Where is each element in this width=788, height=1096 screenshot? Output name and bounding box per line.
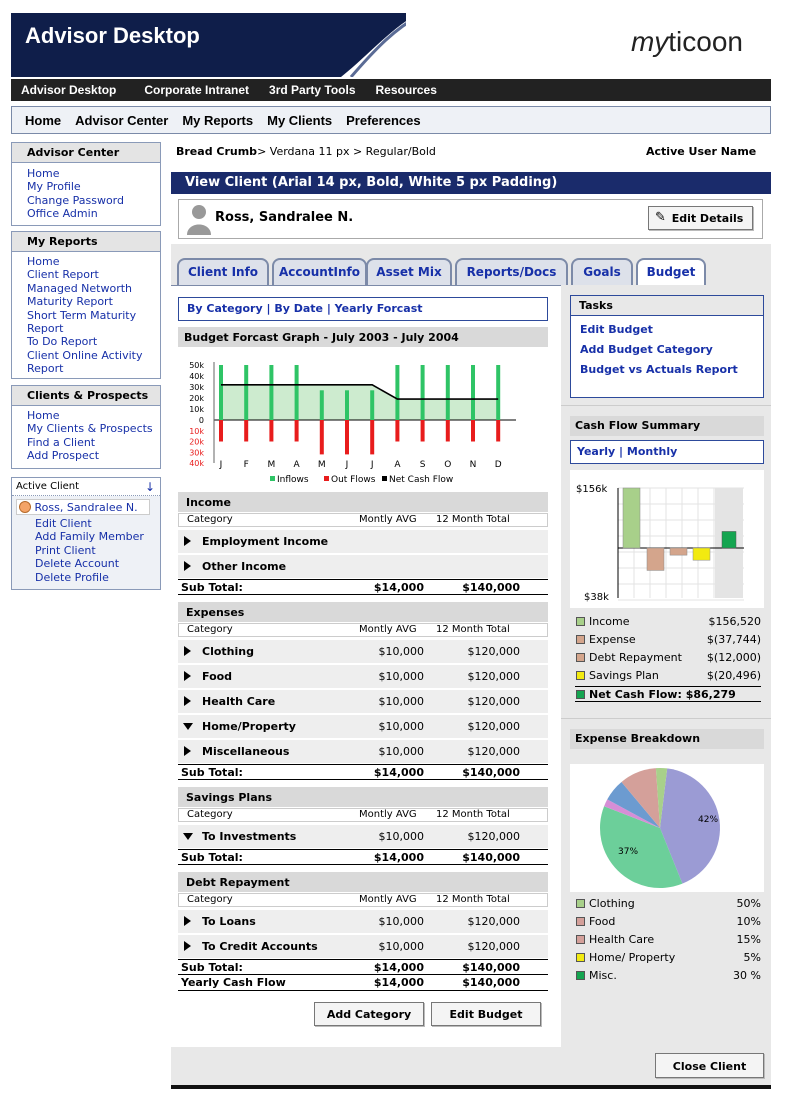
row-12-month-total: $120,000 <box>467 670 520 683</box>
expense-legend-row <box>575 915 761 929</box>
expand-down-icon[interactable] <box>183 833 193 840</box>
budget-row[interactable] <box>178 555 548 578</box>
inflow-bar <box>320 390 324 420</box>
legend-label: Expense <box>589 633 636 646</box>
y-top-label: $156k <box>576 484 608 495</box>
my-reports-title: My Reports <box>12 232 160 252</box>
legend-swatch <box>576 953 585 962</box>
legend-swatch <box>576 617 585 626</box>
row-12-month-total: $120,000 <box>467 915 520 928</box>
cashflow-bar <box>623 488 640 548</box>
view-yearly-forcast[interactable]: Yearly Forcast <box>334 302 423 315</box>
row-monthly-avg: $10,000 <box>378 940 424 953</box>
sidebar-link[interactable]: My Profile <box>27 180 81 194</box>
cashflow-legend-row <box>575 651 761 665</box>
column-header <box>178 808 548 822</box>
right-divider <box>561 405 771 406</box>
budget-row[interactable] <box>178 825 548 848</box>
inflow-bar <box>395 365 399 420</box>
legend-label: Income <box>589 615 630 628</box>
row-12-month-total: $120,000 <box>467 940 520 953</box>
legend-label: Out Flows <box>331 475 376 485</box>
inflow-bar <box>370 390 374 420</box>
legend-swatch <box>576 635 585 644</box>
cashflow-legend-row <box>575 615 761 629</box>
subtotal-row <box>178 959 548 975</box>
legend-swatch <box>576 971 585 980</box>
legend-value: 50% <box>736 897 761 910</box>
row-label: Home/Property <box>202 720 296 733</box>
add-category-button[interactable]: Add Category <box>314 1002 424 1026</box>
expand-right-icon[interactable] <box>184 916 191 926</box>
expand-right-icon[interactable] <box>184 646 191 656</box>
legend-swatch <box>576 935 585 944</box>
legend-swatch <box>324 476 329 481</box>
main-nav-advisor-center[interactable]: Advisor Center <box>75 112 169 128</box>
budget-forecast-chart <box>178 350 548 488</box>
subtotal-label: Sub Total: <box>181 851 243 864</box>
legend-label: Clothing <box>589 897 635 910</box>
y-tick-label: 40k <box>189 372 204 381</box>
subtotal-row <box>178 579 548 595</box>
col-monthly-avg: Montly AVG <box>359 624 417 635</box>
expand-right-icon[interactable] <box>184 696 191 706</box>
sidebar-link[interactable]: Delete Account <box>35 557 120 571</box>
legend-swatch <box>382 476 387 481</box>
x-tick-label: F <box>243 460 249 470</box>
legend-swatch <box>576 671 585 680</box>
active-client-title: Active Client <box>12 478 160 496</box>
column-header <box>178 623 548 637</box>
legend-label: Debt Repayment <box>589 651 682 664</box>
close-client-button[interactable]: Close Client <box>655 1053 764 1078</box>
y-tick-label: 20k <box>189 394 204 403</box>
view-by-date[interactable]: By Date <box>274 302 323 315</box>
top-nav-3rd-party-tools[interactable]: 3rd Party Tools <box>269 83 356 97</box>
tab-budget[interactable]: Budget <box>636 258 706 287</box>
advisor-center-title: Advisor Center <box>12 143 160 163</box>
legend-value: 15% <box>736 933 761 946</box>
outflow-bar <box>370 420 374 454</box>
inflow-bar <box>295 365 299 420</box>
row-label: Food <box>202 670 233 683</box>
main-nav <box>11 106 771 134</box>
subtotal-row <box>178 764 548 780</box>
main-nav-home[interactable]: Home <box>25 112 62 128</box>
col-category: Category <box>187 514 233 525</box>
col-monthly-avg: Montly AVG <box>359 894 417 905</box>
x-tick-label: M <box>267 460 276 470</box>
tasks-title: Tasks <box>571 296 763 316</box>
cashflow-bar <box>647 548 664 570</box>
my-reports-panel <box>11 231 161 379</box>
x-tick-label: O <box>444 460 452 470</box>
cashflow-title: Cash Flow Summary <box>570 416 764 436</box>
budget-row[interactable] <box>178 665 548 688</box>
outflow-bar <box>471 420 475 442</box>
top-nav-corporate-intranet[interactable]: Corporate Intranet <box>144 83 250 97</box>
app-header <box>11 13 771 77</box>
active-client-panel <box>11 477 161 590</box>
active-user-name[interactable]: Active User Name <box>646 145 757 158</box>
app-title: Advisor Desktop <box>25 23 200 48</box>
col-monthly-avg: Montly AVG <box>359 809 417 820</box>
clients-panel <box>11 385 161 469</box>
row-label: Employment Income <box>202 535 329 548</box>
tab-asset-mix[interactable]: Asset Mix <box>366 258 452 285</box>
row-label: Health Care <box>202 695 276 708</box>
outflow-bar <box>395 420 399 442</box>
top-nav-resources[interactable]: Resources <box>375 83 437 97</box>
yearly-label: Yearly Cash Flow <box>181 976 286 989</box>
legend-label: Net Cash Flow <box>389 475 454 485</box>
yearly-total: $140,000 <box>462 976 520 989</box>
clients-title: Clients & Prospects <box>12 386 160 406</box>
subtotal-avg: $14,000 <box>373 961 424 974</box>
y-tick-label: 20k <box>189 437 204 447</box>
view-switcher: By Category | By Date | Yearly Forcast <box>178 297 548 321</box>
legend-value: $(37,744) <box>706 633 761 646</box>
inflow-bar <box>345 390 349 420</box>
expand-right-icon[interactable] <box>184 671 191 681</box>
sidebar-link[interactable]: My Clients & Prospects <box>27 422 153 436</box>
y-bottom-label: $38k <box>584 592 609 603</box>
legend-value: 30 % <box>733 969 761 982</box>
breadcrumb-path: > Verdana 11 px > Regular/Bold <box>257 145 436 158</box>
col-12-month-total: 12 Month Total <box>436 514 510 525</box>
col-12-month-total: 12 Month Total <box>436 809 510 820</box>
subtotal-total: $140,000 <box>462 961 520 974</box>
row-label: Other Income <box>202 560 287 573</box>
x-tick-label: S <box>419 460 426 470</box>
y-tick-label: 50k <box>189 361 204 370</box>
client-name: Ross, Sandralee N. <box>215 210 354 225</box>
outflow-bar <box>421 420 425 442</box>
expand-right-icon[interactable] <box>184 941 191 951</box>
budget-row[interactable] <box>178 690 548 713</box>
main-nav-preferences[interactable]: Preferences <box>346 112 421 128</box>
section-header: Income <box>178 492 548 512</box>
row-label: Miscellaneous <box>202 745 290 758</box>
cashflow-legend-row <box>575 669 761 683</box>
yearly-cash-flow-row <box>178 975 548 991</box>
inflow-bar <box>421 365 425 420</box>
active-client-name[interactable]: Ross, Sandralee N. <box>34 501 138 514</box>
row-monthly-avg: $10,000 <box>378 745 424 758</box>
cashflow-bar <box>693 548 710 560</box>
row-12-month-total: $120,000 <box>467 695 520 708</box>
sidebar-link[interactable]: Maturity Report <box>27 295 113 309</box>
inflow-bar <box>446 365 450 420</box>
budget-row[interactable] <box>178 935 548 958</box>
x-tick-label: A <box>293 460 300 470</box>
inflow-bar <box>244 365 248 420</box>
subtotal-total: $140,000 <box>462 851 520 864</box>
sidebar-link[interactable]: Home <box>27 167 60 180</box>
section-header: Debt Repayment <box>178 872 548 892</box>
row-label: To Investments <box>202 830 297 843</box>
legend-value: $156,520 <box>708 615 761 628</box>
row-monthly-avg: $10,000 <box>378 695 424 708</box>
tab-client-info[interactable]: Client Info <box>177 258 269 285</box>
sidebar-link[interactable]: Add Prospect <box>27 449 100 463</box>
y-tick-label: 30k <box>189 383 204 392</box>
tab-account-info[interactable]: AccountInfo <box>272 258 367 285</box>
subtotal-label: Sub Total: <box>181 581 243 594</box>
sidebar-link[interactable]: Edit Client <box>35 517 92 530</box>
sidebar-link[interactable]: Office Admin <box>27 207 98 221</box>
col-12-month-total: 12 Month Total <box>436 894 510 905</box>
expense-legend-row <box>575 933 761 947</box>
subtotal-label: Sub Total: <box>181 766 243 779</box>
row-label: To Loans <box>202 915 256 928</box>
row-monthly-avg: $10,000 <box>378 670 424 683</box>
cashflow-yearly[interactable]: Yearly <box>577 445 616 458</box>
row-12-month-total: $120,000 <box>467 720 520 733</box>
pie-label: 42% <box>698 815 719 825</box>
x-tick-label: J <box>370 460 374 470</box>
logo-prefix: my <box>630 26 669 57</box>
x-tick-label: D <box>494 460 502 470</box>
legend-label: Misc. <box>589 969 617 982</box>
edit-details-button[interactable] <box>648 206 753 230</box>
bottom-rule <box>171 1085 771 1089</box>
sidebar-link[interactable]: Client Online Activity <box>27 348 143 362</box>
x-tick-label: M <box>317 460 326 470</box>
outflow-bar <box>345 420 349 454</box>
sidebar-link[interactable]: Print Client <box>35 543 96 557</box>
task-add-budget-category[interactable]: Add Budget Category <box>580 343 713 356</box>
y-tick-label: 0 <box>198 416 204 425</box>
subtotal-total: $140,000 <box>462 581 520 594</box>
top-nav-advisor-desktop[interactable]: Advisor Desktop <box>21 83 117 97</box>
expense-legend-row <box>575 951 761 965</box>
outflow-bar <box>496 420 500 442</box>
brand-logo <box>406 13 771 77</box>
outflow-bar <box>295 420 299 442</box>
row-12-month-total: $120,000 <box>467 830 520 843</box>
expand-right-icon[interactable] <box>184 746 191 756</box>
sidebar-link[interactable]: Report <box>27 362 64 376</box>
x-tick-label: A <box>394 460 401 470</box>
legend-value: $(12,000) <box>706 651 761 664</box>
row-label: Clothing <box>202 645 254 658</box>
edit-budget-button[interactable]: Edit Budget <box>431 1002 541 1026</box>
expense-pie-chart <box>570 764 764 892</box>
net-cash-flow-row <box>575 686 761 702</box>
budget-row[interactable] <box>178 530 548 553</box>
x-tick-label: N <box>469 460 477 470</box>
pencil-icon: ✎ <box>655 210 666 225</box>
outflow-bar <box>269 420 273 442</box>
col-12-month-total: 12 Month Total <box>436 624 510 635</box>
task-budget-vs-actuals[interactable]: Budget vs Actuals Report <box>580 363 738 376</box>
legend-swatch <box>270 476 275 481</box>
sidebar-link[interactable]: Client Report <box>27 268 99 282</box>
row-monthly-avg: $10,000 <box>378 720 424 733</box>
tab-reports-docs[interactable]: Reports/Docs <box>455 258 568 285</box>
cashflow-view-switcher: Yearly | Monthly <box>570 440 764 464</box>
expense-title: Expense Breakdown <box>570 729 764 749</box>
net-cash-flow-bar <box>722 531 736 548</box>
legend-swatch <box>576 917 585 926</box>
tasks-panel <box>570 295 764 398</box>
view-by-category[interactable]: By Category <box>187 302 263 315</box>
inflow-bar <box>269 365 273 420</box>
x-tick-label: J <box>219 460 223 470</box>
subtotal-avg: $14,000 <box>373 581 424 594</box>
expand-right-icon[interactable] <box>184 561 191 571</box>
row-monthly-avg: $10,000 <box>378 915 424 928</box>
col-category: Category <box>187 894 233 905</box>
legend-value: $(20,496) <box>706 669 761 682</box>
legend-swatch <box>576 653 585 662</box>
outflow-bar <box>219 420 223 442</box>
inflow-bar <box>471 365 475 420</box>
legend-label: Savings Plan <box>589 669 659 682</box>
subtotal-label: Sub Total: <box>181 961 243 974</box>
expense-legend-row <box>575 897 761 911</box>
subtotal-avg: $14,000 <box>373 766 424 779</box>
subtotal-avg: $14,000 <box>373 851 424 864</box>
legend-label: Home/ Property <box>589 951 676 964</box>
sidebar-link[interactable]: Short Term Maturity <box>27 308 137 322</box>
sidebar-link[interactable]: Delete Profile <box>35 570 109 584</box>
inflow-bar <box>219 365 223 420</box>
cashflow-chart <box>570 470 764 608</box>
row-monthly-avg: $10,000 <box>378 645 424 658</box>
x-tick-label: J <box>345 460 349 470</box>
top-nav <box>11 79 771 101</box>
person-silhouette-icon <box>186 203 212 235</box>
legend-label: Health Care <box>589 933 655 946</box>
y-tick-label: 10k <box>189 405 204 414</box>
budget-row[interactable] <box>178 740 548 763</box>
sidebar-link[interactable]: Home <box>27 255 60 268</box>
col-category: Category <box>187 809 233 820</box>
sidebar-link[interactable]: Home <box>27 409 60 422</box>
legend-label: Food <box>589 915 616 928</box>
sidebar-link[interactable]: Add Family Member <box>35 530 144 544</box>
outflow-bar <box>244 420 248 442</box>
net-cash-flow-label: Net Cash Flow: $86,279 <box>589 688 736 701</box>
legend-value: 10% <box>736 915 761 928</box>
main-nav-my-reports[interactable]: My Reports <box>182 112 254 128</box>
subtotal-total: $140,000 <box>462 766 520 779</box>
col-monthly-avg: Montly AVG <box>359 514 417 525</box>
breadcrumb <box>176 145 436 158</box>
sidebar-link[interactable]: Find a Client <box>27 435 96 449</box>
expense-legend-row <box>575 969 761 983</box>
subtotal-row <box>178 849 548 865</box>
y-tick-label: 30k <box>189 448 204 458</box>
budget-row[interactable] <box>178 715 548 738</box>
col-category: Category <box>187 624 233 635</box>
inflow-bar <box>496 365 500 420</box>
section-header: Savings Plans <box>178 787 548 807</box>
right-divider <box>561 718 771 719</box>
logo-suffix: ticoon <box>668 26 743 57</box>
edit-details-label: Edit Details <box>671 212 744 225</box>
cashflow-bar <box>670 548 687 555</box>
cashflow-legend-row <box>575 633 761 647</box>
column-header <box>178 513 548 527</box>
pie-label: 37% <box>618 847 639 857</box>
sidebar-link[interactable]: Managed Networth <box>27 281 133 295</box>
cashflow-monthly[interactable]: Monthly <box>626 445 678 458</box>
budget-row[interactable] <box>178 640 548 663</box>
outflow-bar <box>446 420 450 442</box>
y-tick-label: 10k <box>189 426 204 436</box>
main-nav-my-clients[interactable]: My Clients <box>267 112 333 128</box>
outflow-bar <box>320 420 324 454</box>
expand-down-icon[interactable] <box>183 723 193 730</box>
column-header <box>178 893 548 907</box>
yearly-avg: $14,000 <box>373 976 424 989</box>
row-12-month-total: $120,000 <box>467 745 520 758</box>
breadcrumb-label[interactable]: Bread Crumb <box>176 145 258 158</box>
legend-value: 5% <box>743 951 761 964</box>
view-client-title: View Client (Arial 14 px, Bold, White 5 px Padding) <box>171 172 771 194</box>
sidebar-link[interactable]: To Do Report <box>27 335 98 349</box>
row-monthly-avg: $10,000 <box>378 830 424 843</box>
section-header: Expenses <box>178 602 548 622</box>
budget-row[interactable] <box>178 910 548 933</box>
row-label: To Credit Accounts <box>202 940 318 953</box>
legend-label: Inflows <box>277 475 309 485</box>
task-edit-budget[interactable]: Edit Budget <box>580 323 653 336</box>
advisor-center-panel <box>11 142 161 226</box>
legend-swatch <box>576 899 585 908</box>
y-tick-label: 40k <box>189 459 204 468</box>
net-cash-flow-area <box>221 385 498 420</box>
sidebar-link[interactable]: Change Password <box>27 193 124 207</box>
expand-right-icon[interactable] <box>184 536 191 546</box>
row-12-month-total: $120,000 <box>467 645 520 658</box>
graph-title: Budget Forcast Graph - July 2003 - July 2004 <box>178 327 548 347</box>
legend-swatch <box>576 690 585 699</box>
client-person-icon <box>19 501 31 513</box>
tab-goals[interactable]: Goals <box>571 258 633 285</box>
collapse-arrow-icon[interactable]: ↓ <box>144 480 155 494</box>
sidebar-link[interactable]: Report <box>27 322 64 336</box>
